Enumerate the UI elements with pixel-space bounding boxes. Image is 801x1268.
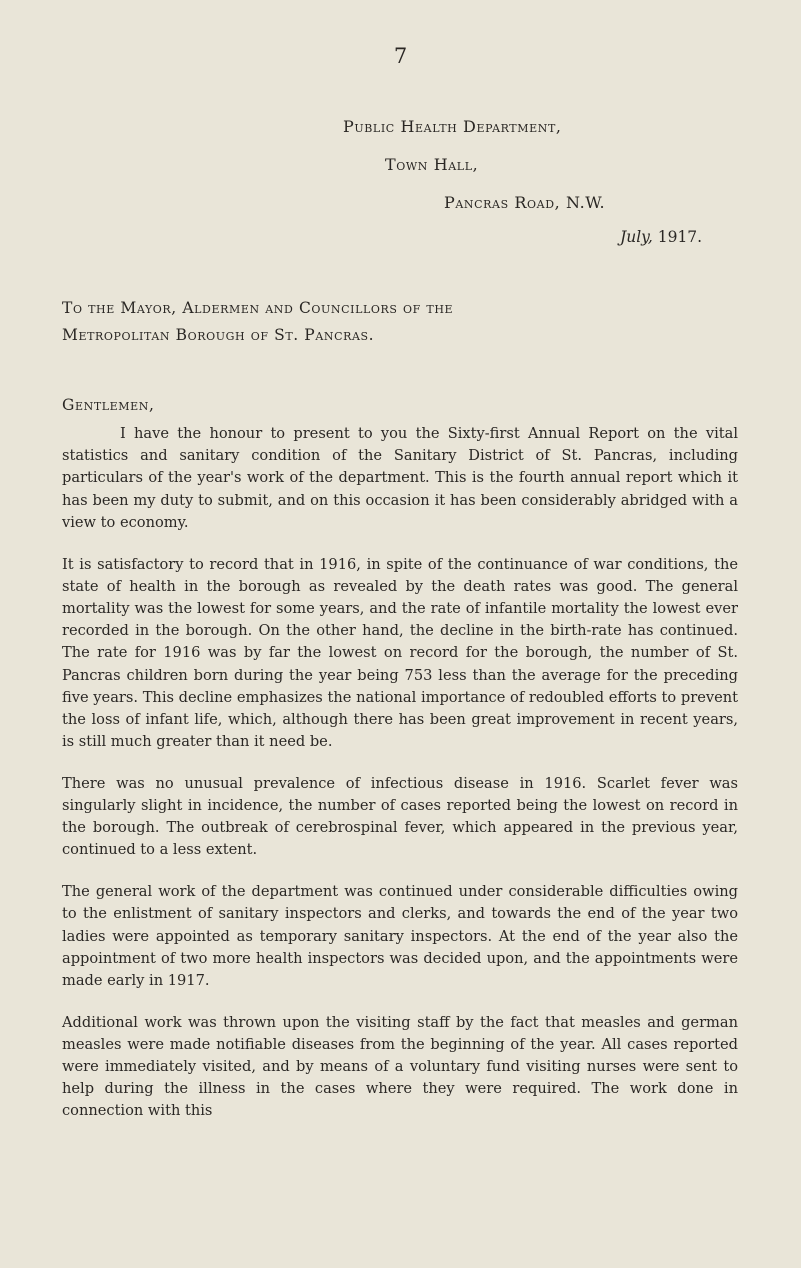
paragraph-visiting-staff: Additional work was thrown upon the visiting staff by the fact that measles and german measles were made notifiable diseases from the beginning of the year. All cases reported were immediately visited, and by means of a voluntary fund visiting nurses were sent to help during the illness in the cases where they were required. The work done in connection with this	[62, 1013, 738, 1120]
letter-body	[62, 423, 738, 1142]
date-month: July,	[620, 228, 653, 246]
paragraph-infectious-disease: There was no unusual prevalence of infectious disease in 1916. Scarlet fever was singularly slight in incidence, the number of cases reported being the lowest on record in the borough. The outbreak of cerebrospinal fever, which appeared in the previous year, continued to a less extent.	[62, 774, 738, 859]
addressee-line-1: To the Mayor, Aldermen and Councillors of the	[62, 299, 454, 317]
address-department: Public Health Department,	[343, 117, 562, 136]
paragraph-department-work: The general work of the department was continued under considerable difficulties owing to the enlistment of sanitary inspectors and clerks, and towards the end of the year two ladies were appointed as temporary sanitary inspectors. At the end of the year also the appointment of two more health inspectors was decided upon, and the appointments were made early in 1917.	[62, 883, 738, 989]
paragraph-intro: I have the honour to present to you the Sixty-first Annual Report on the vital statistics and sanitary condition of the Sanitary District of St. Pancras, including particulars of the year's work of the department. This is the fourth annual report which it has been my duty to submit, and on this occasion it has been considerably abridged with a view to economy.	[62, 425, 738, 531]
addressee-line-2: Metropolitan Borough of St. Pancras.	[62, 326, 375, 344]
address-street: Pancras Road, N.W.	[444, 193, 606, 212]
date-year: 1917.	[657, 228, 703, 246]
address-town-hall: Town Hall,	[385, 155, 479, 174]
salutation: Gentlemen,	[62, 396, 155, 414]
page-number: 7	[393, 44, 408, 68]
paragraph-health-statistics: It is satisfactory to record that in 1916, in spite of the continuance of war conditions, the state of health in the borough as revealed by the death rates was good. The general mortality was the lowest for some years, and the rate of infantile mortality the lowest ever recorded in the borough. On the other hand, the decline in the birth-rate has continued. The rate for 1916 was by far the lowest on record for the borough, the number of St. Pancras children born during the year being 753 less than the average for the preceding five years. This decline emphasizes the national importance of redoubled efforts to prevent the loss of infant life, which, although there has been great improvement in recent years, is still much greater than it need be.	[62, 555, 738, 751]
letter-date	[620, 228, 702, 246]
